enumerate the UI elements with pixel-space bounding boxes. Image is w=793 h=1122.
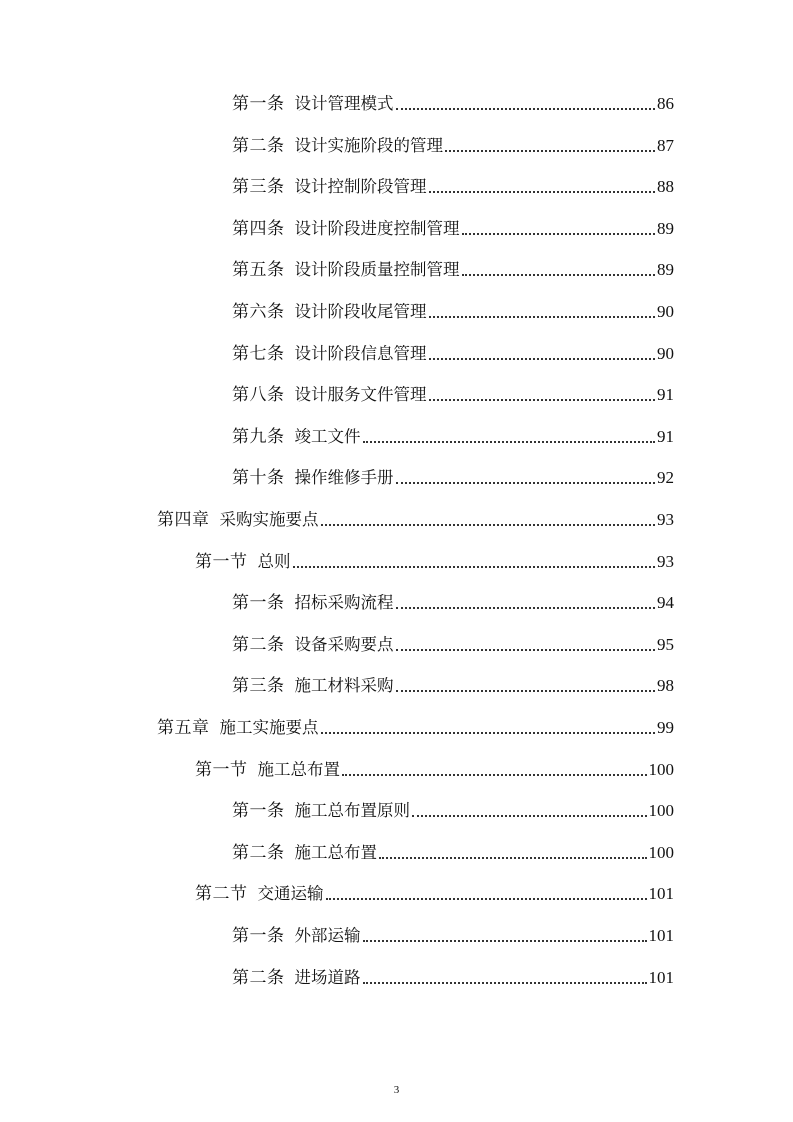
toc-entry-title: 设计服务文件管理	[294, 385, 427, 405]
toc-dot-leader	[342, 774, 647, 776]
toc-entry-page: 90	[657, 302, 674, 321]
toc-entry-page: 101	[648, 926, 674, 945]
toc-entry[interactable]	[195, 881, 674, 907]
toc-entry[interactable]	[232, 91, 674, 117]
toc-entry-page: 100	[648, 801, 674, 821]
toc-entry-number: 第一条	[232, 94, 285, 114]
toc-entry-page: 101	[648, 884, 674, 904]
toc-dot-leader	[396, 690, 656, 692]
toc-entry[interactable]	[157, 715, 674, 741]
toc-dot-leader	[429, 316, 656, 318]
toc-entry-page: 87	[657, 135, 674, 155]
toc-entry-page: 91	[657, 385, 674, 405]
toc-entry-title: 设计控制阶段管理	[294, 177, 427, 197]
toc-entry[interactable]	[195, 757, 674, 783]
toc-dot-leader	[396, 482, 656, 484]
toc-dot-leader	[379, 857, 647, 859]
toc-entry-title: 设计实施阶段的管理	[294, 135, 443, 155]
toc-entry-number: 第二条	[232, 842, 285, 863]
toc-entry-title: 施工材料采购	[294, 676, 394, 696]
toc-entry-page: 89	[657, 260, 674, 280]
toc-dot-leader	[363, 940, 647, 942]
toc-entry-page: 89	[657, 218, 674, 238]
toc-entry-number: 第六条	[232, 302, 285, 322]
toc-entry-page: 100	[648, 842, 674, 862]
toc-entry-number: 第二条	[232, 967, 285, 988]
toc-entry-number: 第一条	[232, 926, 285, 946]
toc-entry-title: 设计阶段进度控制管理	[294, 218, 460, 238]
toc-entry[interactable]	[232, 424, 674, 450]
toc-entry-title: 施工总布置原则	[294, 801, 410, 821]
toc-entry-number: 第四章	[157, 510, 210, 530]
toc-entry-page: 93	[657, 551, 674, 571]
toc-entry[interactable]	[232, 923, 674, 949]
toc-dot-leader	[396, 649, 656, 651]
toc-entry-title: 总则	[257, 551, 291, 571]
toc-entry-number: 第一节	[195, 551, 248, 572]
toc-entry-page: 94	[657, 593, 674, 613]
toc-entry-number: 第二条	[232, 634, 285, 655]
toc-entry-page: 90	[657, 343, 674, 363]
toc-entry-page: 92	[657, 468, 674, 488]
toc-entry[interactable]	[157, 507, 674, 533]
toc-entry[interactable]	[232, 382, 674, 408]
toc-entry-number: 第三条	[232, 177, 285, 198]
toc-dot-leader	[445, 150, 655, 152]
toc-entry[interactable]	[232, 632, 674, 658]
toc-dot-leader	[363, 982, 647, 984]
toc-entry-page: 95	[657, 634, 674, 654]
toc-entry-number: 第四条	[232, 218, 285, 239]
toc-dot-leader	[363, 441, 656, 443]
toc-entry-page: 86	[657, 94, 674, 113]
toc-entry[interactable]	[195, 549, 674, 575]
toc-entry-page: 91	[657, 426, 674, 446]
toc-entry-title: 外部运输	[294, 926, 361, 945]
toc-entry-number: 第一节	[195, 759, 248, 780]
toc-entry-number: 第五条	[232, 260, 285, 281]
toc-dot-leader	[396, 607, 656, 609]
toc-entry[interactable]	[232, 341, 674, 367]
toc-dot-leader	[429, 399, 656, 401]
toc-entry-page: 88	[657, 177, 674, 197]
toc-entry-page: 98	[657, 676, 674, 696]
toc-entry-number: 第三条	[232, 676, 285, 697]
toc-entry-number: 第五章	[157, 718, 210, 738]
toc-dot-leader	[396, 108, 656, 110]
toc-entry-number: 第二节	[195, 884, 248, 905]
toc-entry[interactable]	[232, 216, 674, 242]
toc-entry-number: 第一条	[232, 801, 285, 822]
toc-dot-leader	[321, 524, 656, 526]
toc-entry-number: 第七条	[232, 343, 285, 364]
toc-entry-number: 第十条	[232, 468, 285, 489]
toc-dot-leader	[462, 274, 656, 276]
toc-dot-leader	[429, 358, 656, 360]
toc-entry-title: 施工实施要点	[219, 718, 319, 737]
toc-entry-title: 竣工文件	[294, 426, 361, 446]
toc-entry[interactable]	[232, 798, 674, 824]
toc-entry[interactable]	[232, 673, 674, 699]
toc-entry-title: 设计阶段质量控制管理	[294, 260, 460, 280]
toc-entry-number: 第九条	[232, 426, 285, 447]
toc-dot-leader	[412, 815, 647, 817]
toc-entry-title: 设计阶段收尾管理	[294, 302, 427, 321]
toc-entry-page: 99	[657, 718, 674, 737]
toc-entry-title: 进场道路	[294, 967, 361, 987]
toc-entry-title: 招标采购流程	[294, 593, 394, 613]
toc-entry-title: 设计管理模式	[294, 94, 394, 113]
toc-entry-title: 施工总布置	[294, 842, 377, 862]
toc-entry-number: 第一条	[232, 593, 285, 614]
toc-entry-title: 交通运输	[257, 884, 324, 904]
toc-entry[interactable]	[232, 590, 674, 616]
toc-dot-leader	[462, 233, 656, 235]
toc-dot-leader	[429, 191, 656, 193]
page-number: 3	[393, 1084, 400, 1096]
toc-entry[interactable]	[232, 299, 674, 325]
toc-entry-page: 100	[648, 759, 674, 779]
toc-entry[interactable]	[232, 840, 674, 866]
toc-entry-page: 101	[648, 967, 674, 987]
toc-entry[interactable]	[232, 257, 674, 283]
toc-entry-title: 操作维修手册	[294, 468, 394, 488]
toc-entry-number: 第二条	[232, 135, 285, 156]
toc-entry-title: 采购实施要点	[219, 510, 319, 529]
toc-entry[interactable]	[232, 174, 674, 200]
toc-entry[interactable]	[232, 133, 674, 159]
toc-dot-leader	[293, 566, 656, 568]
toc-entry-title: 设计阶段信息管理	[294, 343, 427, 363]
toc-entry[interactable]	[232, 465, 674, 491]
toc-entry-page: 93	[657, 510, 674, 529]
toc-entry-number: 第八条	[232, 385, 285, 406]
toc-entry[interactable]	[232, 965, 674, 991]
toc-dot-leader	[321, 732, 656, 734]
toc-entry-title: 施工总布置	[257, 759, 340, 779]
toc-dot-leader	[326, 898, 647, 900]
toc-entry-title: 设备采购要点	[294, 634, 394, 654]
